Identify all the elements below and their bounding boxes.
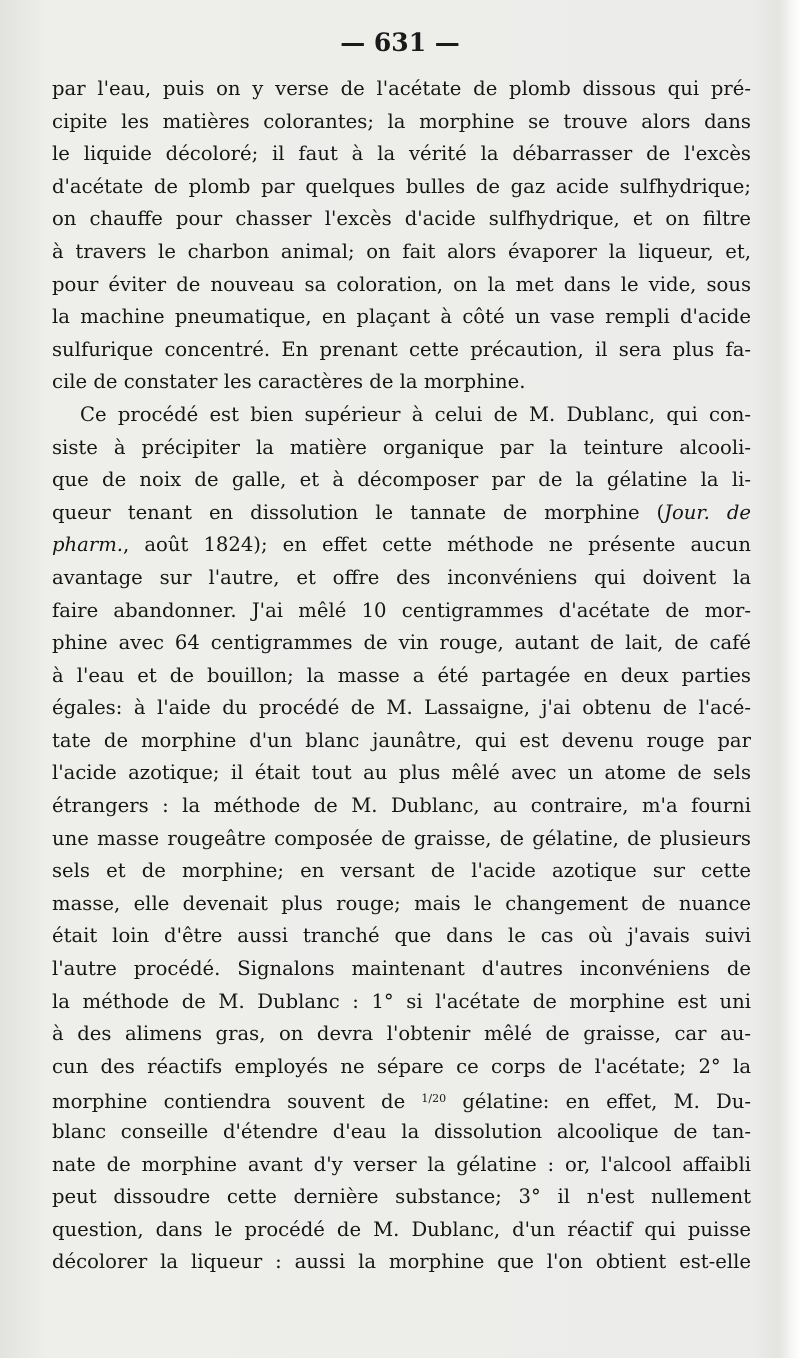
text-line: à travers le charbon animal; on fait alors évaporer la liqueur, et, [52,239,751,263]
text-line: nate de morphine avant d'y verser la gélatine : or, l'alcool affaibli [52,1152,751,1176]
text-line: cipite les matières colorantes; la morphine se trouve alors dans [52,109,751,133]
text-line: siste à précipiter la matière organique par la teinture alcooli- [52,435,751,459]
text-line: l'autre procédé. Signalons maintenant d'autres inconvéniens de [52,957,751,981]
text-segment: queur tenant en dissolution le tannate de morphine ( [52,500,665,524]
text-segment: morphine contiendra souvent de [52,1090,422,1114]
body-text [52,73,751,1279]
text-line: à l'eau et de bouillon; la masse a été partagée en deux parties [52,663,751,687]
text-line: d'acétate de plomb par quelques bulles de gaz acide sulfhydrique; [52,174,751,198]
text-segment: gélatine: en effet, M. Du- [446,1090,751,1114]
page-number: — 631 — [340,28,460,57]
journal-title: Jour. de [664,500,751,524]
text-line: égales: à l'aide du procédé de M. Lassaigne, j'ai obtenu de l'acé- [52,696,751,720]
text-line [52,1083,751,1116]
text-line: Ce procédé est bien supérieur à celui de M. Dublanc, qui con- [80,402,751,426]
text-line: masse, elle devenait plus rouge; mais le changement de nuance [52,891,751,915]
text-line: décolorer la liqueur : aussi la morphine que l'on obtient est-elle [52,1250,751,1274]
fraction: 1/20 [421,1092,447,1106]
text-line: sels et de morphine; en versant de l'acide azotique sur cette [52,859,751,883]
text-line: avantage sur l'autre, et offre des inconvéniens qui doivent la [52,565,751,589]
text-line: phine avec 64 centigrammes de vin rouge, autant de lait, de café [52,631,751,655]
text-line: faire abandonner. J'ai mêlé 10 centigrammes d'acétate de mor- [52,598,751,622]
text-line: la machine pneumatique, en plaçant à côté un vase rempli d'acide [52,305,751,329]
text-line: tate de morphine d'un blanc jaunâtre, qui est devenu rouge par [52,728,751,752]
text-line: question, dans le procédé de M. Dublanc, d'un réactif qui puisse [52,1217,751,1241]
text-line: blanc conseille d'étendre d'eau la dissolution alcoolique de tan- [52,1120,751,1143]
text-line: sulfurique concentré. En prenant cette précaution, il sera plus fa- [52,337,751,361]
text-line: par l'eau, puis on y verse de l'acétate de plomb dissous qui pré- [52,77,751,100]
text-line: on chauffe pour chasser l'excès d'acide sulfhydrique, et on filtre [52,207,751,231]
text-line: que de noix de galle, et à décomposer par de la gélatine la li- [52,468,751,492]
text-line [52,497,751,530]
text-line: étrangers : la méthode de M. Dublanc, au contraire, m'a fourni [52,794,751,818]
text-line: le liquide décoloré; il faut à la vérité la débarrasser de l'excès [52,142,751,166]
text-line: une masse rougeâtre composée de graisse, de gélatine, de plusieurs [52,826,751,850]
page-edge [778,0,800,1358]
text-line: cun des réactifs employés ne sépare ce corps de l'acétate; 2° la [52,1054,751,1078]
text-line: la méthode de M. Dublanc : 1° si l'acétate de morphine est uni [52,989,751,1013]
journal-title: pharm. [52,533,124,557]
text-segment: , août 1824); en effet cette méthode ne présente aucun [123,533,751,557]
text-line: pour éviter de nouveau sa coloration, on la met dans le vide, sous [52,272,751,296]
text-line: cile de constater les caractères de la morphine. [52,370,526,394]
text-line: à des alimens gras, on devra l'obtenir mêlé de graisse, car au- [52,1022,751,1046]
text-line: l'acide azotique; il était tout au plus mêlé avec un atome de sels [52,761,751,785]
text-line: peut dissoudre cette dernière substance; 3° il n'est nullement [52,1185,751,1209]
text-line [52,529,751,562]
text-line: était loin d'être aussi tranché que dans le cas où j'avais suivi [52,924,751,948]
